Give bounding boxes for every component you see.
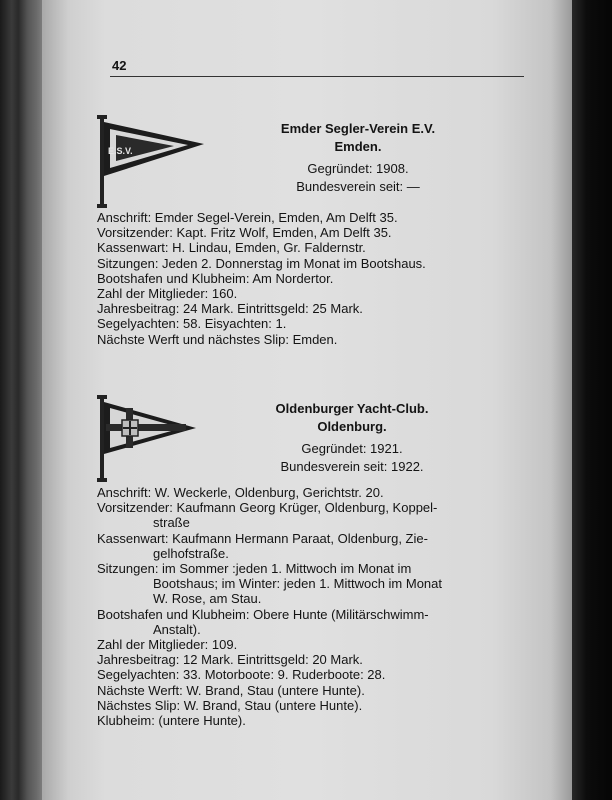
detail-line: Anschrift: Emder Segel-Verein, Emden, Am Delft 35. <box>97 210 398 225</box>
detail-line: Bootshaus; im Winter: jeden 1. Mittwoch im Monat <box>153 576 443 592</box>
detail-line: W. Rose, am Stau. <box>153 591 262 607</box>
detail-line: Zahl der Mitglieder: 160. <box>97 286 238 302</box>
club-name: Emder Segler-Verein E.V. <box>280 121 436 136</box>
detail-line: Klubheim: (untere Hunte). <box>97 713 246 729</box>
detail-line: Bootshafen und Klubheim: Am Nordertor. <box>97 270 334 286</box>
detail-line: Kassenwart: Kaufmann Hermann Paraat, Oldenburg, Zie- <box>97 530 428 546</box>
club-details-emden <box>97 210 529 347</box>
book-edge-right <box>570 0 612 800</box>
detail-line: Kassenwart: H. Lindau, Emden, Gr. Faldernstr. <box>97 240 366 256</box>
detail-line: Zahl der Mitglieder: 109. <box>97 637 238 653</box>
detail-line: Jahresbeitrag: 24 Mark. Eintrittsgeld: 25 Mark. <box>97 301 363 317</box>
detail-line: gelhofstraße. <box>153 545 229 561</box>
detail-line: Segelyachten: 58. Eisyachten: 1. <box>97 316 287 332</box>
club-header-oldenburg <box>222 400 482 476</box>
detail-line: Nächste Werft und nächstes Slip: Emden. <box>97 331 338 347</box>
oyc-pennant-icon <box>92 394 212 486</box>
detail-line: Anschrift: W. Weckerle, Oldenburg, Gerichtstr. 20. <box>97 485 384 500</box>
club-header-emden <box>228 120 488 196</box>
club-details-oldenburg <box>97 485 529 728</box>
page-number: 42 <box>112 58 127 73</box>
detail-line: Bootshafen und Klubheim: Obere Hunte (Militärschwimm- <box>97 606 429 622</box>
detail-line: Nächste Werft: W. Brand, Stau (untere Hunte). <box>97 682 365 698</box>
book-spine-left <box>0 0 46 800</box>
club-founded: Gegründet: 1921. <box>301 441 403 456</box>
club-federation: Bundesverein seit: — <box>296 179 420 194</box>
club-federation: Bundesverein seit: 1922. <box>280 459 424 474</box>
club-founded: Gegründet: 1908. <box>307 161 409 176</box>
header-rule <box>110 76 524 77</box>
detail-line: Vorsitzender: Kaufmann Georg Krüger, Oldenburg, Koppel- <box>97 500 438 516</box>
club-city: Oldenburg. <box>317 419 387 434</box>
pennant-lettering: E.S.V. <box>108 146 133 156</box>
detail-line: Vorsitzender: Kapt. Fritz Wolf, Emden, Am Delft 35. <box>97 225 392 241</box>
detail-line: straße <box>153 515 190 531</box>
club-city: Emden. <box>334 139 382 154</box>
detail-line: Nächstes Slip: W. Brand, Stau (untere Hunte). <box>97 697 363 713</box>
detail-line: Segelyachten: 33. Motorboote: 9. Ruderboote: 28. <box>97 667 386 683</box>
detail-line: Sitzungen: im Sommer :jeden 1. Mittwoch im Monat im <box>97 561 412 577</box>
club-name: Oldenburger Yacht-Club. <box>275 401 429 416</box>
detail-line: Jahresbeitrag: 12 Mark. Eintrittsgeld: 20 Mark. <box>97 652 363 668</box>
book-page <box>42 0 572 800</box>
esv-pennant-icon <box>92 114 212 214</box>
detail-line: Sitzungen: Jeden 2. Donnerstag im Monat im Bootshaus. <box>97 255 426 271</box>
detail-line: Anstalt). <box>153 621 201 637</box>
